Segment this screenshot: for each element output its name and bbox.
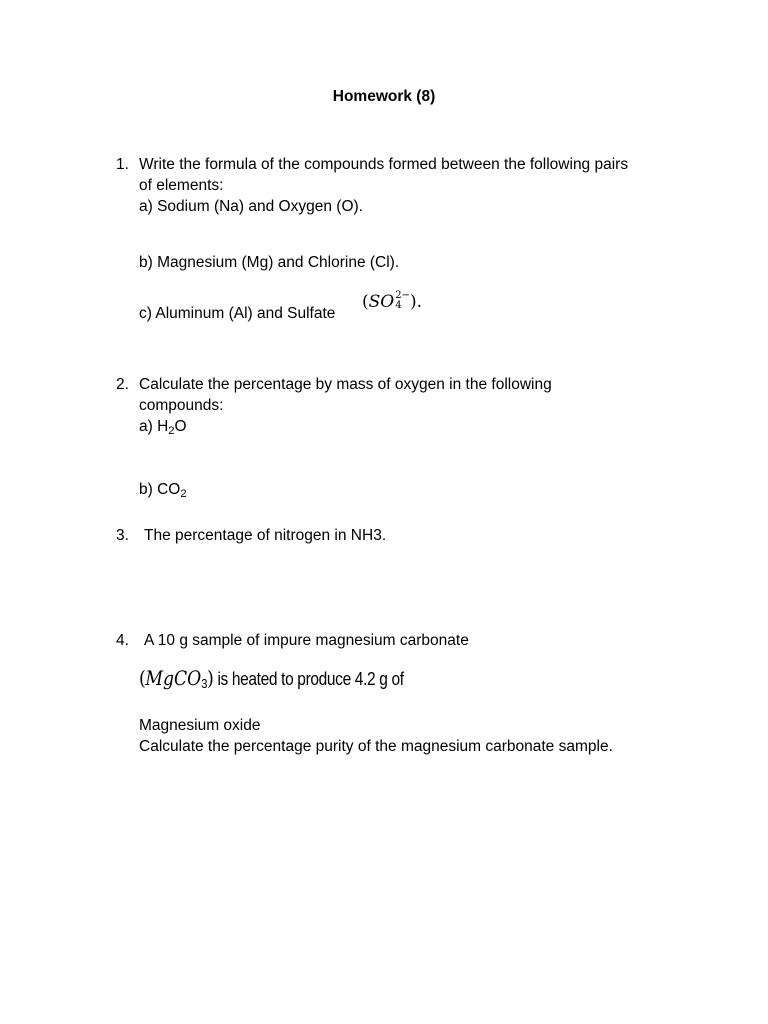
question-1-line-1: Write the formula of the compounds formed between the following pairs <box>139 156 629 173</box>
sulfate-formula-base: SO <box>368 292 395 312</box>
question-2-line-1: Calculate the percentage by mass of oxygen in the following <box>139 376 552 393</box>
sulfate-formula-charge <box>395 291 410 311</box>
sulfate-formula <box>362 289 423 313</box>
question-2-part-b <box>139 479 187 500</box>
question-4-formula-text: is heated to produce 4.2 g of <box>213 669 404 689</box>
question-1-part-c: c) Aluminum (Al) and Sulfate <box>139 305 336 322</box>
question-1-line-2: of elements: <box>139 177 224 194</box>
question-1-part-a: a) Sodium (Na) and Oxygen (O). <box>139 198 363 215</box>
sulfate-formula-close: ). <box>409 292 423 312</box>
question-4-formula-subscript: 3 <box>201 676 208 692</box>
question-2-number: 2. <box>116 376 129 393</box>
sulfate-formula-open: ( <box>362 292 369 312</box>
page-title: Homework (8) <box>332 88 436 105</box>
question-4-formula-line <box>139 666 404 690</box>
sulfate-formula-sub: 4 <box>395 299 402 311</box>
question-2-part-b-subscript: 2 <box>180 487 187 500</box>
question-2-part-a-suffix: O <box>174 418 187 435</box>
sulfate-formula-sup: 2− <box>395 289 410 301</box>
question-1-part-b: b) Magnesium (Mg) and Chlorine (Cl). <box>139 254 400 271</box>
question-4-formula-open: ( <box>139 666 146 690</box>
question-4-line-4: Calculate the percentage purity of the magnesium carbonate sample. <box>139 738 613 755</box>
question-3-text: The percentage of nitrogen in NH3. <box>144 527 387 544</box>
question-2-line-2: compounds: <box>139 397 224 414</box>
question-3-number: 3. <box>116 527 129 544</box>
question-2-part-a-subscript: 2 <box>168 424 175 437</box>
question-4-formula-base: MgCO <box>145 666 202 690</box>
question-4-number: 4. <box>116 632 129 649</box>
question-2-part-b-prefix: b) CO <box>139 481 181 498</box>
question-4-line-1: A 10 g sample of impure magnesium carbonate <box>144 632 469 649</box>
question-4-line-3: Magnesium oxide <box>139 717 261 734</box>
question-2-part-a-prefix: a) H <box>139 418 169 435</box>
question-2-part-a <box>139 416 187 437</box>
question-1-number: 1. <box>116 156 129 173</box>
question-4-formula-close: ) <box>207 666 214 690</box>
